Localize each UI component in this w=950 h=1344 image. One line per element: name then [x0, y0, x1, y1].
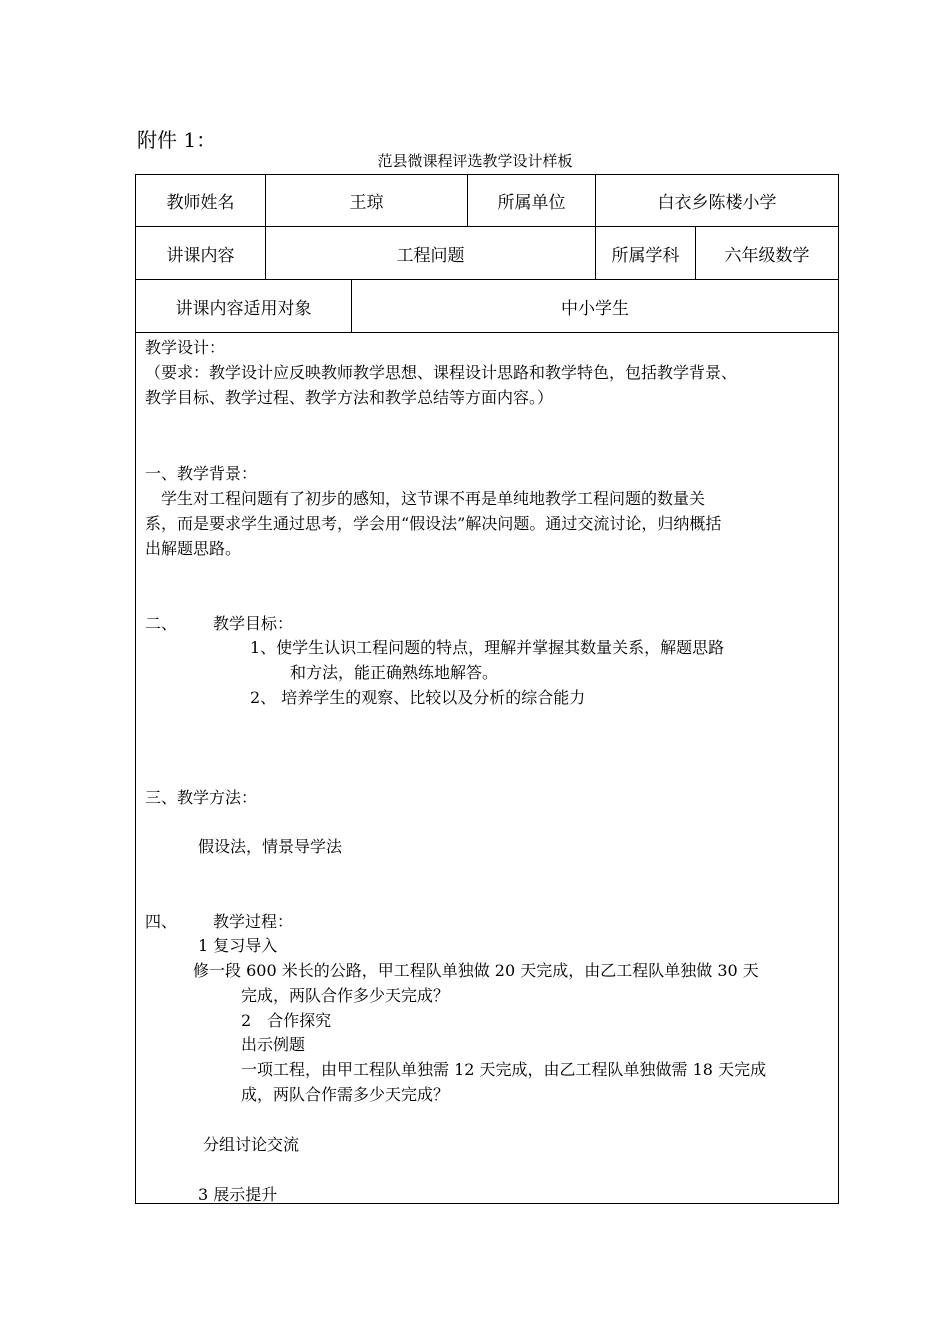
- section1-line2: 系，而是要求学生通过思考，学会用“假设法”解决问题。通过交流讨论，归纳概括: [145, 514, 722, 533]
- teacher-name-value: 王琼: [349, 193, 384, 213]
- design-requirement-line1: （要求：教学设计应反映教师教学思想、课程设计思路和教学特色，包括教学背景、: [145, 363, 738, 382]
- design-requirement-line2: 教学目标、教学过程、教学方法和教学总结等方面内容。）: [145, 388, 554, 407]
- document-title: 范县微课程评选教学设计样板: [377, 152, 573, 170]
- section1-title: 一、教学背景：: [145, 464, 258, 483]
- section2-item2: 2、 培养学生的观察、比较以及分析的综合能力: [250, 688, 586, 707]
- section4-number: 四、: [145, 912, 178, 931]
- step3-label: 3 展示提升: [198, 1185, 278, 1204]
- section3-content: 假设法，情景导学法: [198, 837, 343, 856]
- step1-label: 1 复习导入: [198, 936, 278, 955]
- section2-item1-line1: 1、使学生认识工程问题的特点，理解并掌握其数量关系，解题思路: [250, 638, 725, 657]
- annex-label: 附件 1：: [137, 128, 217, 152]
- example-label: 出示例题: [241, 1035, 306, 1054]
- example-problem-line1: 一项工程，由甲工程队单独需 12 天完成，由乙工程队单独做需 18 天完成: [241, 1060, 767, 1079]
- example-problem-line2: 成，两队合作需多少天完成？: [241, 1085, 450, 1104]
- audience-label: 讲课内容适用对象: [175, 298, 312, 319]
- table-border-right: [838, 174, 839, 1204]
- review-problem-line2: 完成，两队合作多少天完成？: [241, 986, 450, 1005]
- section4-title: 教学过程：: [213, 912, 294, 931]
- section1-line3: 出解题思路。: [145, 539, 242, 558]
- subject-value: 六年级数学: [724, 245, 810, 266]
- content-label: 讲课内容: [166, 245, 235, 266]
- group-discussion: 分组讨论交流: [203, 1135, 300, 1154]
- section2-title: 教学目标：: [213, 614, 294, 633]
- teacher-name-label: 教师姓名: [166, 193, 235, 213]
- step2-label: 2 合作探究: [241, 1011, 332, 1030]
- subject-label: 所属学科: [611, 245, 680, 266]
- section1-line1: 学生对工程问题有了初步的感知，这节课不再是单纯地教学工程问题的数量关: [145, 489, 706, 508]
- unit-label: 所属单位: [497, 193, 566, 213]
- section3-title: 三、教学方法：: [145, 788, 258, 807]
- review-problem-line1: 修一段 600 米长的公路，甲工程队单独做 20 天完成，由乙工程队单独做 30 天: [193, 961, 759, 980]
- row-divider: [135, 332, 839, 333]
- audience-value: 中小学生: [561, 298, 629, 319]
- section2-item1-line2: 和方法，能正确熟练地解答。: [290, 663, 499, 682]
- design-heading: 教学设计：: [145, 338, 226, 357]
- content-value: 工程问题: [396, 245, 465, 266]
- section2-number: 二、: [145, 614, 178, 633]
- unit-value: 白衣乡陈楼小学: [657, 193, 777, 213]
